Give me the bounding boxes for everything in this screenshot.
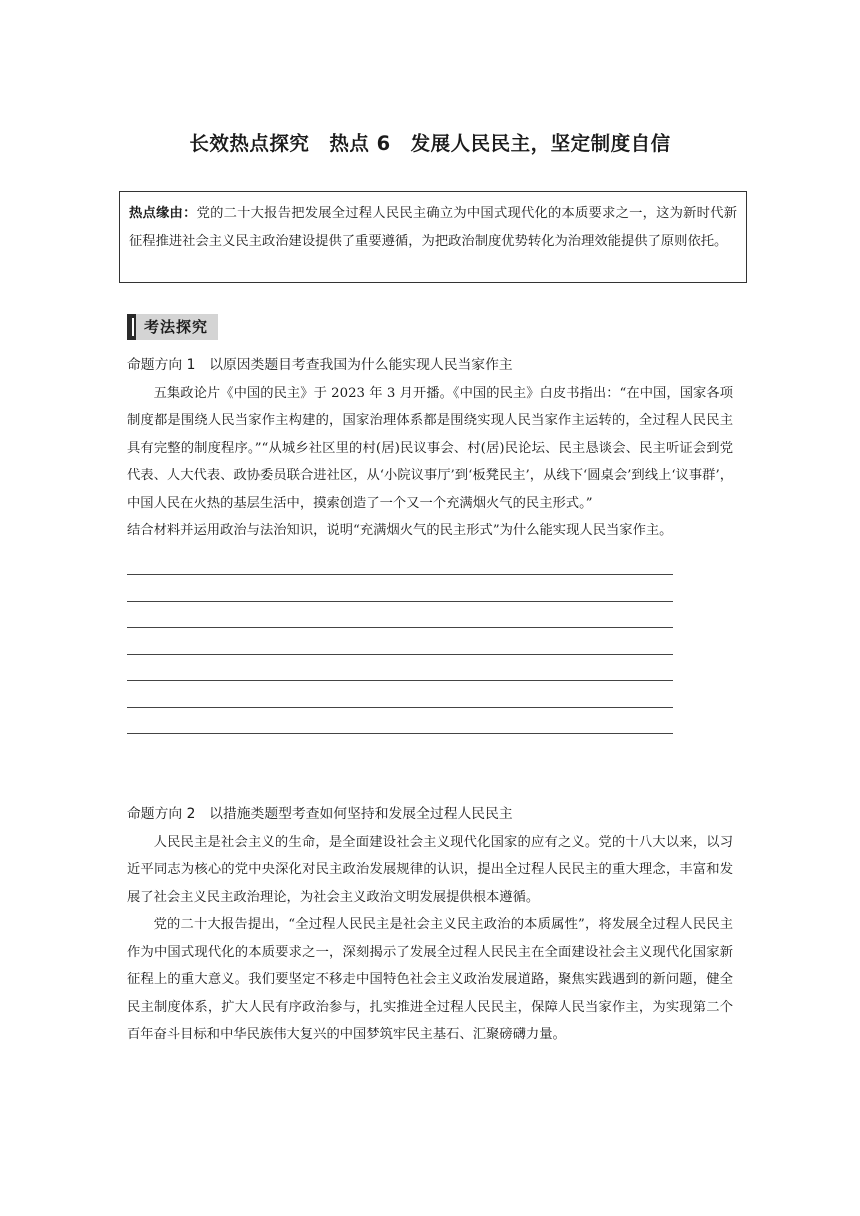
direction-2-block xyxy=(127,801,733,1049)
answer-area[interactable] xyxy=(127,549,733,735)
answer-line[interactable] xyxy=(127,602,673,629)
answer-line[interactable] xyxy=(127,628,673,655)
direction-1-heading: 命题方向 1 以原因类题目考查我国为什么能实现人民当家作主 xyxy=(127,357,513,373)
direction-1-block xyxy=(127,352,733,734)
hotspot-reason-text: 党的二十大报告把发展全过程人民民主确立为中国式现代化的本质要求之一，这为新时代新征程推进社会主义民主政治建设提供了重要遵循，为把政治制度优势转化为治理效能提供了原则依托。 xyxy=(129,206,738,249)
answer-line[interactable] xyxy=(127,549,673,576)
direction-2-paragraph-1: 人民民主是社会主义的生命，是全面建设社会主义现代化国家的应有之义。党的十八大以来，以习近平同志为核心的党中央深化对民主政治发展规律的认识，提出全过程人民民主的重大理念，丰富和发展了社会主义民主政治理论，为社会主义政治文明发展提供根本遵循。 xyxy=(127,834,733,905)
section-header xyxy=(127,314,218,340)
hotspot-reason-label: 热点缘由： xyxy=(129,206,197,221)
section-marker-icon xyxy=(127,314,136,340)
answer-line[interactable] xyxy=(127,575,673,602)
answer-line[interactable] xyxy=(127,708,673,735)
hotspot-reason-box xyxy=(119,191,747,283)
answer-line[interactable] xyxy=(127,655,673,682)
answer-line[interactable] xyxy=(127,681,673,708)
direction-1-question: 结合材料并运用政治与法治知识，说明“充满烟火气的民主形式”为什么能实现人民当家作主。 xyxy=(127,523,673,538)
page-title: 长效热点探究 热点 6 发展人民民主，坚定制度自信 xyxy=(189,132,671,155)
direction-2-heading: 命题方向 2 以措施类题型考查如何坚持和发展全过程人民民主 xyxy=(127,806,513,822)
direction-1-material: 五集政论片《中国的民主》于 2023 年 3 月开播。《中国的民主》白皮书指出：“在中国，国家各项制度都是围绕人民当家作主构建的，国家治理体系都是围绕实现人民当家作主运转的，全过程人民民主具有完整的制度程序。”“从城乡社区里的村(居)民议事会、村(居)民论坛、民主恳谈会、民主听证会到党代表、人大代表、政协委员联合进社区，从‘小院议事厅’到‘板凳民主’，从线下‘圆桌会’到线上‘议事群’，中国人民在火热的基层生活中，摸索创造了一个又一个充满烟火气的民主形式。” xyxy=(127,385,733,511)
direction-2-paragraph-2: 党的二十大报告提出，“全过程人民民主是社会主义民主政治的本质属性”，将发展全过程人民民主作为中国式现代化的本质要求之一，深刻揭示了发展全过程人民民主在全面建设社会主义现代化国家新征程上的重大意义。我们要坚定不移走中国特色社会主义政治发展道路，聚焦实践遇到的新问题，健全民主制度体系，扩大人民有序政治参与，扎实推进全过程人民民主，保障人民当家作主，为实现第二个百年奋斗目标和中华民族伟大复兴的中国梦筑牢民主基石、汇聚磅礴力量。 xyxy=(127,917,733,1042)
section-label: 考法探究 xyxy=(136,314,218,340)
